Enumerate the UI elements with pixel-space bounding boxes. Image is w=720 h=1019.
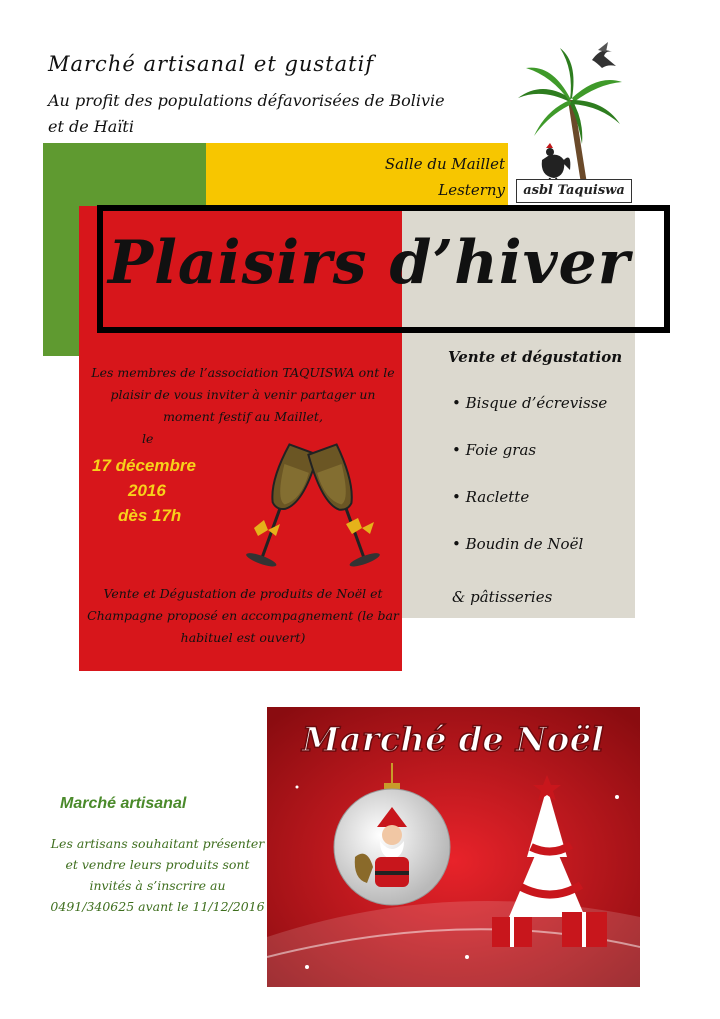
artisan-title: Marché artisanal bbox=[60, 795, 187, 812]
menu-extra: & pâtisseries bbox=[452, 588, 553, 606]
menu-item: • Foie gras bbox=[452, 441, 537, 459]
venue-name: Salle du Maillet bbox=[384, 155, 505, 173]
event-year: 2016 bbox=[128, 481, 166, 500]
venue bbox=[385, 151, 505, 203]
event-date: 17 décembre bbox=[92, 456, 196, 475]
christmas-market-title: Marché de Noël bbox=[301, 720, 605, 760]
menu-item: • Raclette bbox=[452, 488, 530, 506]
event-title bbox=[108, 228, 630, 298]
page-title: Marché artisanal et gustatif bbox=[48, 52, 375, 76]
event-title-word1: Plaisirs bbox=[108, 228, 368, 298]
artisan-text: Les artisans souhaitant présenter et vendre leurs produits sont invités à s’inscrire au 0491/340625 avant le 11/12/2016 bbox=[50, 836, 265, 914]
menu-item: • Bisque d’écrevisse bbox=[452, 394, 608, 412]
event-time: dès 17h bbox=[118, 506, 182, 525]
page-subtitle: Au profit des populations défavorisées de Bolivie et de Haïti bbox=[48, 91, 445, 136]
invitation-body: Les membres de l’association TAQUISWA ont le plaisir de vous inviter à venir partager un moment festif au Maillet, bbox=[91, 365, 395, 424]
champagne-glasses-icon bbox=[228, 436, 398, 586]
logo-caption: asbl Taquiswa bbox=[516, 179, 632, 203]
menu-title: Vente et dégustation bbox=[448, 348, 623, 366]
menu-item: • Boudin de Noël bbox=[452, 535, 584, 553]
event-title-word2: d’hiver bbox=[389, 228, 631, 298]
christmas-market-banner bbox=[267, 707, 640, 987]
venue-town: Lesterny bbox=[438, 181, 505, 199]
menu-list bbox=[452, 394, 607, 582]
palm-tree-logo-icon bbox=[512, 40, 630, 200]
tasting-text: Vente et Dégustation de produits de Noël et Champagne proposé en accompagnement (le bar habituel est ouvert) bbox=[87, 586, 399, 645]
invitation-le: le bbox=[142, 431, 154, 446]
